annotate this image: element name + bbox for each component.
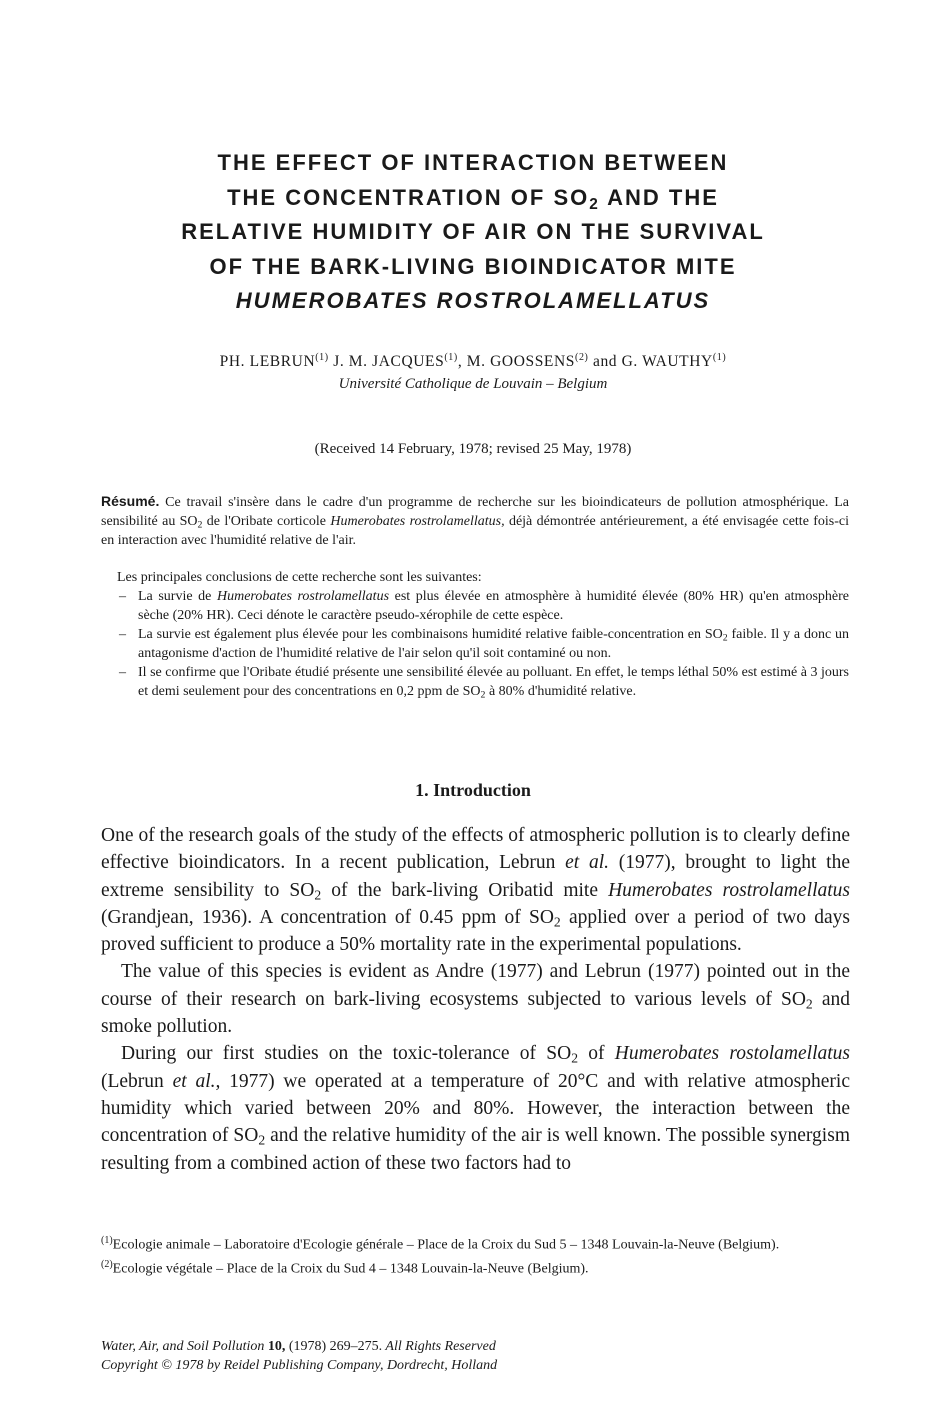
list-item: – La survie de Humerobates rostrolamellatus est plus élevée en atmosphère à humidité élevée (80% HR) qu'en atmosphère sèche (20% HR). Ceci dénote le caractère pseudo-xérophile de cette espèce.: [119, 589, 849, 623]
section-heading: 1. Introduction: [415, 780, 531, 800]
conclusions-intro: Les principales conclusions de cette recherche sont les suivantes:: [117, 570, 482, 585]
resume-abstract: Résumé. Ce travail s'insère dans le cadre d'un programme de recherche sur les bioindicateurs de pollution atmosphérique. La sensibilité au $SO_2$ de l'Oribate corticole Humerobates rostrolamellatus, déjà démontrée antérieurement, a été envisagée cette fois-ci en interaction avec l'humidité relative de l'air.: [101, 493, 850, 548]
paragraph: During our first studies on the toxic-tolerance of $SO_2$ of Humerobates rostolamellatus (Lebrun et al., 1977) we operated at a temperature of 20°C and with relative atmospheric humidity which varied between 20% and 80%. However, the interaction between the concentration of $SO_2$ and the relative humidity of the air is well known. The possible synergism resulting from a combined action of these two factors had to: [101, 1043, 851, 1174]
title-line-3: RELATIVE HUMIDITY OF AIR ON THE SURVIVAL: [181, 219, 765, 244]
received-dates: (Received 14 February, 1978; revised 25 May, 1978): [314, 441, 632, 457]
title-line-4: OF THE BARK-LIVING BIOINDICATOR MITE: [209, 253, 737, 279]
introduction-body: [101, 822, 850, 1177]
list-item: – La survie est également plus élevée pour les combinaisons humidité relative faible-concentration en $SO_2$ faible. Il y a donc un antagonisme d'action de l'humidité relative de l'air selon qu'il soit contaminé ou non.: [119, 627, 849, 661]
resume-label: Résumé.: [101, 493, 160, 509]
list-item: – Il se confirme que l'Oribate étudié présente une sensibilité élevée au polluant. En effet, le temps léthal 50% est estimé à 3 jours et demi seulement pour des concentrations en 0,2 ppm de $SO_2$ à 80% d'humidité relative.: [119, 665, 849, 701]
footnotes: [101, 1231, 850, 1278]
paragraph: One of the research goals of the study of the effects of atmospheric pollution is to clearly define effective bioindicators. In a recent publication, Lebrun et al. (1977), brought to light the extreme sensibility to $SO_2$ of the bark-living Oribatid mite Humerobates rostrolamellatus (Grandjean, 1936). A concentration of 0.45 ppm of $SO_2$ applied over a period of two days proved sufficient to produce a 50% mortality rate in the experimental populations.: [101, 825, 850, 956]
journal-footer: [101, 1337, 850, 1375]
title-line-1: THE EFFECT OF INTERACTION BETWEEN: [217, 150, 729, 175]
footnote-2: $^{(2)}$Ecologie végétale – Place de la Croix du Sud 4 – 1348 Louvain-la-Neuve (Belgium).: [101, 1258, 589, 1277]
footnote-1: $^{(1)}$Ecologie animale – Laboratoire d'Ecologie générale – Place de la Croix du Sud 5 – 1348 Louvain-la-Neuve (Belgium).: [101, 1235, 780, 1253]
copyright-line: Copyright © 1978 by Reidel Publishing Company, Dordrecht, Holland: [101, 1358, 498, 1373]
title-line-species: HUMEROBATES ROSTROLAMELLATUS: [235, 288, 711, 313]
citation-line: Water, Air, and Soil Pollution 10, (1978) 269–275. All Rights Reserved: [101, 1339, 496, 1354]
title-line-2: THE CONCENTRATION OF $SO_2$ AND THE: [227, 184, 719, 213]
conclusions: [117, 568, 849, 701]
affiliation: Université Catholique de Louvain – Belgium: [338, 376, 608, 392]
author-list: PH. LEBRUN$^{(1)}$ J. M. JACQUES$^{(1)}$, M. GOOSSENS$^{(2)}$ and G. WAUTHY$^{(1)}$: [219, 352, 727, 371]
paragraph: The value of this species is evident as Andre (1977) and Lebrun (1977) pointed out in the course of their research on bark-living ecosystems subjected to various levels of $SO_2$ and smoke pollution.: [101, 961, 850, 1038]
article-title: [100, 146, 846, 319]
conclusions-list: [117, 587, 849, 701]
